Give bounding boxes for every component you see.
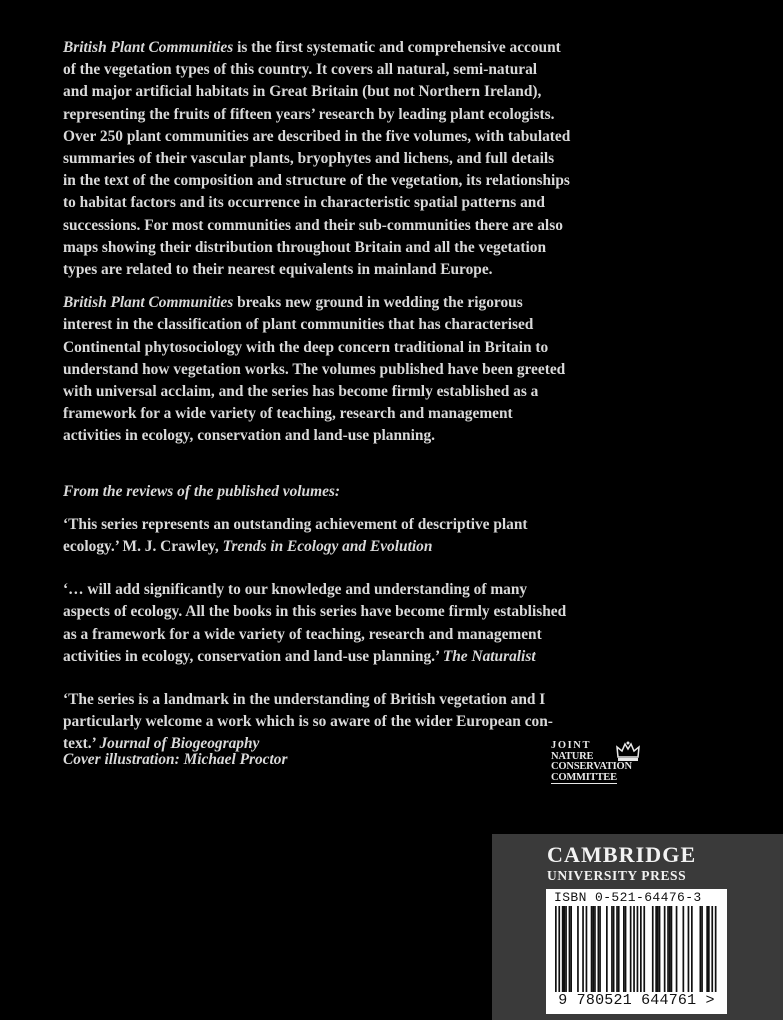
text-line: [63, 37, 663, 59]
isbn-number: ISBN 0-521-64476-3: [554, 890, 702, 905]
barcode: [546, 889, 727, 1014]
text-line: as a framework for a wide variety of teaching, research and management: [63, 625, 542, 643]
barcode-bar: [655, 906, 657, 992]
text-line: [63, 536, 663, 558]
crown-icon: [615, 741, 641, 763]
barcode-bar: [664, 906, 666, 992]
barcode-bar: [701, 906, 703, 992]
review-source: Journal of Biogeography: [99, 735, 260, 753]
text-line: interest in the classification of plant communities that has characterised: [63, 316, 534, 334]
barcode-bar: [630, 906, 632, 992]
publisher-box: [492, 834, 783, 1020]
barcode-bar: [613, 906, 615, 992]
barcode-bar: [598, 906, 600, 992]
text-line: framework for a wide variety of teaching, research and management: [63, 405, 513, 423]
barcode-bar: [659, 906, 661, 992]
barcode-bar: [616, 906, 618, 992]
text-line: particularly welcome a work which is so aware of the wider European con-: [63, 713, 553, 731]
barcode-bar: [577, 906, 579, 992]
barcode-bar: [606, 906, 608, 992]
barcode-bar: [558, 906, 560, 992]
publisher-name: CAMBRIDGE: [547, 842, 697, 867]
text-line: text.’: [63, 735, 100, 753]
description-paragraph-2: [63, 292, 663, 447]
text-line: summaries of their vascular plants, bryophytes and lichens, and full details: [63, 150, 555, 168]
text-line: ‘… will add significantly to our knowledge and understanding of many: [63, 581, 528, 599]
text-line: breaks new ground in wedding the rigorous: [233, 294, 523, 312]
barcode-bars: [551, 906, 722, 996]
barcode-bar: [708, 906, 710, 992]
jncc-line: COMMITTEE: [551, 771, 617, 783]
barcode-bar: [594, 906, 596, 992]
barcode-bar: [564, 906, 566, 992]
jncc-logo: [551, 741, 643, 784]
text-line: representing the fruits of fifteen years’ research by leading plant ecologists.: [63, 105, 555, 123]
barcode-bar: [592, 906, 594, 992]
series-title: British Plant Communities: [63, 39, 234, 56]
barcode-bar: [569, 906, 571, 992]
barcode-bar: [711, 906, 713, 992]
text-line: understand how vegetation works. The volumes published have been greeted: [63, 360, 566, 378]
back-cover-text: [63, 37, 663, 756]
barcode-bar: [667, 906, 669, 992]
jncc-line: NATURE: [551, 750, 594, 762]
text-line: ‘The series is a landmark in the understanding of British vegetation and I: [63, 691, 546, 709]
text-line: successions. For most communities and their sub-communities there are also: [63, 216, 563, 234]
text-line: activities in ecology, conservation and land-use planning.’: [63, 647, 443, 665]
text-line: Continental phytosociology with the deep concern traditional in Britain to: [63, 338, 549, 356]
barcode-bar: [700, 906, 702, 992]
barcode-bar: [706, 906, 708, 992]
text-line: [63, 292, 663, 314]
barcode-bar: [652, 906, 654, 992]
text-line: maps showing their distribution throughout Britain and all the vegetation: [63, 238, 547, 256]
barcode-bar: [555, 906, 557, 992]
text-line: ecology.’ M. J. Crawley,: [63, 538, 223, 556]
barcode-bar: [691, 906, 693, 992]
barcode-bar: [586, 906, 588, 992]
jncc-line: CONSERVATION: [551, 761, 632, 773]
barcode-bar: [637, 906, 639, 992]
text-line: is the first systematic and comprehensive account: [233, 39, 561, 56]
barcode-bar: [669, 906, 671, 992]
barcode-bar: [562, 906, 564, 992]
text-line: in the text of the composition and structure of the vegetation, its relationships: [63, 172, 570, 190]
text-line: and major artificial habitats in Great Britain (but not Northern Ireland),: [63, 83, 542, 101]
barcode-bar: [640, 906, 642, 992]
barcode-bar: [715, 906, 717, 992]
review-quote-2: [63, 579, 663, 668]
barcode-bar: [591, 906, 593, 992]
review-source: The Naturalist: [442, 647, 536, 665]
barcode-bar: [676, 906, 678, 992]
barcode-bar: [618, 906, 620, 992]
text-line: aspects of ecology. All the books in this series have become firmly established: [63, 603, 567, 621]
barcode-bar: [599, 906, 601, 992]
barcode-bar: [657, 906, 659, 992]
barcode-bar: [570, 906, 572, 992]
barcode-bar: [683, 906, 685, 992]
barcode-bar: [633, 906, 635, 992]
text-line: Over 250 plant communities are described in the five volumes, with tabulated: [63, 127, 571, 145]
barcode-bar: [625, 906, 627, 992]
barcode-bar: [623, 906, 625, 992]
barcode-bar: [565, 906, 567, 992]
ean-number: 9 780521 644761 >: [558, 992, 715, 1009]
barcode-bar: [611, 906, 613, 992]
text-line: activities in ecology, conservation and land-use planning.: [63, 427, 435, 445]
text-line: to habitat factors and its occurrence in characteristic spatial patterns and: [63, 194, 545, 212]
jncc-line: JOINT: [551, 740, 592, 751]
text-line: of the vegetation types of this country. It covers all natural, semi-natural: [63, 61, 538, 79]
review-quote-1: [63, 514, 663, 558]
text-line: ‘This series represents an outstanding achievement of descriptive plant: [63, 515, 528, 533]
text-line: [63, 646, 663, 668]
barcode-bar: [671, 906, 673, 992]
barcode-bar: [688, 906, 690, 992]
text-line: From the reviews of the published volumes:: [63, 482, 341, 500]
text-line: with universal acclaim, and the series has become firmly established as a: [63, 383, 539, 401]
barcode-bar: [582, 906, 584, 992]
text-line: types are related to their nearest equivalents in mainland Europe.: [63, 261, 493, 279]
cover-illustration-credit: Cover illustration: Michael Proctor: [63, 751, 288, 768]
description-paragraph-1: [63, 37, 663, 281]
barcode-bar: [643, 906, 645, 992]
publisher-press: UNIVERSITY PRESS: [547, 868, 687, 883]
review-source: Trends in Ecology and Evolution: [222, 538, 433, 556]
series-title: British Plant Communities: [63, 294, 234, 312]
reviews-heading: [63, 481, 663, 503]
